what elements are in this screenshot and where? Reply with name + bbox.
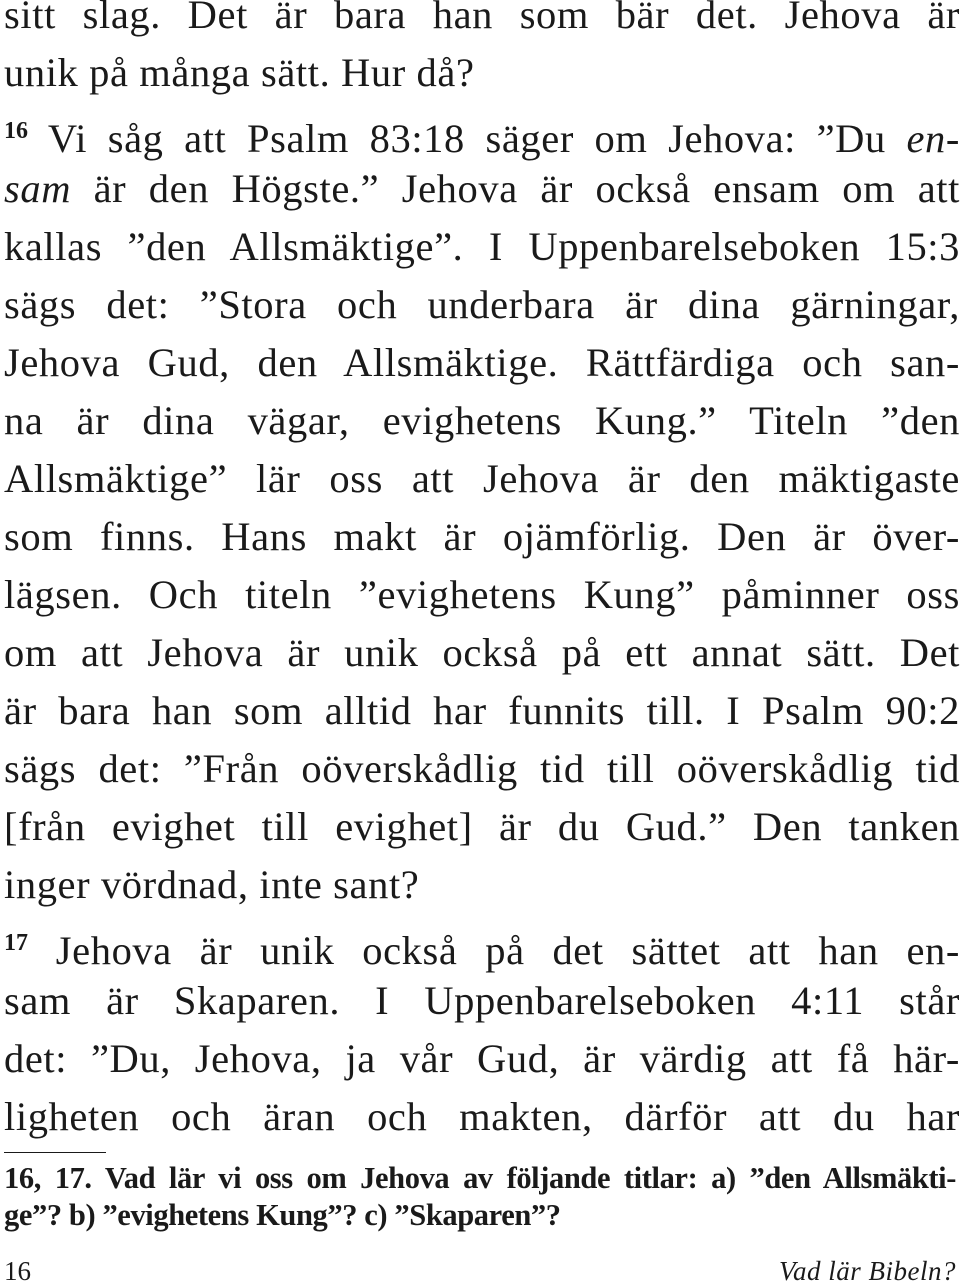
- text-span: Vi såg att Psalm 83:18 säger om Jehova: ”Du: [28, 116, 907, 161]
- text-line: sägs det: ”Stora och underbara är dina gärningar,: [4, 282, 960, 327]
- paragraph-17-first-line: [4, 914, 960, 972]
- text-line: Jehova Gud, den Allsmäktige. Rättfärdiga och san-: [4, 340, 960, 385]
- text-line: ligheten och äran och makten, därför att du har: [4, 1094, 960, 1139]
- text-line: sam är Skaparen. I Uppenbarelseboken 4:11 står: [4, 978, 960, 1023]
- question-line: ge”? b) ”evighetens Kung”? c) ”Skaparen”?: [4, 1198, 561, 1232]
- text-line: [4, 160, 960, 218]
- paragraph-number-16: 16: [4, 118, 28, 144]
- text-span: Jehova är unik också på det sättet att han en-: [28, 928, 960, 973]
- text-line: [från evighet till evighet] är du Gud.” Den tanken: [4, 804, 960, 849]
- italic-emphasis: sam: [4, 166, 72, 211]
- footnote-divider: [4, 1152, 106, 1153]
- book-title: Vad lär Bibeln?: [779, 1256, 956, 1286]
- study-questions: [4, 1160, 956, 1234]
- text-line: inger vördnad, inte sant?: [4, 862, 420, 907]
- text-line: som finns. Hans makt är ojämförlig. Den är över-: [4, 514, 960, 559]
- paragraph-16-first-line: [4, 102, 960, 160]
- body-text: [4, 0, 960, 1146]
- text-line: om att Jehova är unik också på ett annat sätt. Det: [4, 630, 960, 675]
- paragraph-number-17: 17: [4, 930, 28, 956]
- text-line: lägsen. Och titeln ”evighetens Kung” påminner oss: [4, 572, 960, 617]
- text-line: unik på många sätt. Hur då?: [4, 50, 475, 95]
- text-line: kallas ”den Allsmäktige”. I Uppenbarelseboken 15:3: [4, 224, 960, 269]
- text-line: är bara han som alltid har funnits till. I Psalm 90:2: [4, 688, 960, 733]
- text-span: är den Högste.” Jehova är också ensam om att: [71, 166, 960, 211]
- italic-emphasis: en-: [906, 116, 960, 161]
- text-line: det: ”Du, Jehova, ja vår Gud, är värdig att få här-: [4, 1036, 960, 1081]
- text-line: sitt slag. Det är bara han som bär det. Jehova är: [4, 0, 960, 37]
- page-number: 16: [4, 1256, 31, 1286]
- text-line: sägs det: ”Från oöverskådlig tid till oöverskådlig tid: [4, 746, 960, 791]
- question-line: 16, 17. Vad lär vi oss om Jehova av följande titlar: a) ”den Allsmäkti-: [4, 1161, 956, 1195]
- text-line: na är dina vägar, evighetens Kung.” Titeln ”den: [4, 398, 960, 443]
- text-line: Allsmäktige” lär oss att Jehova är den mäktigaste: [4, 456, 960, 501]
